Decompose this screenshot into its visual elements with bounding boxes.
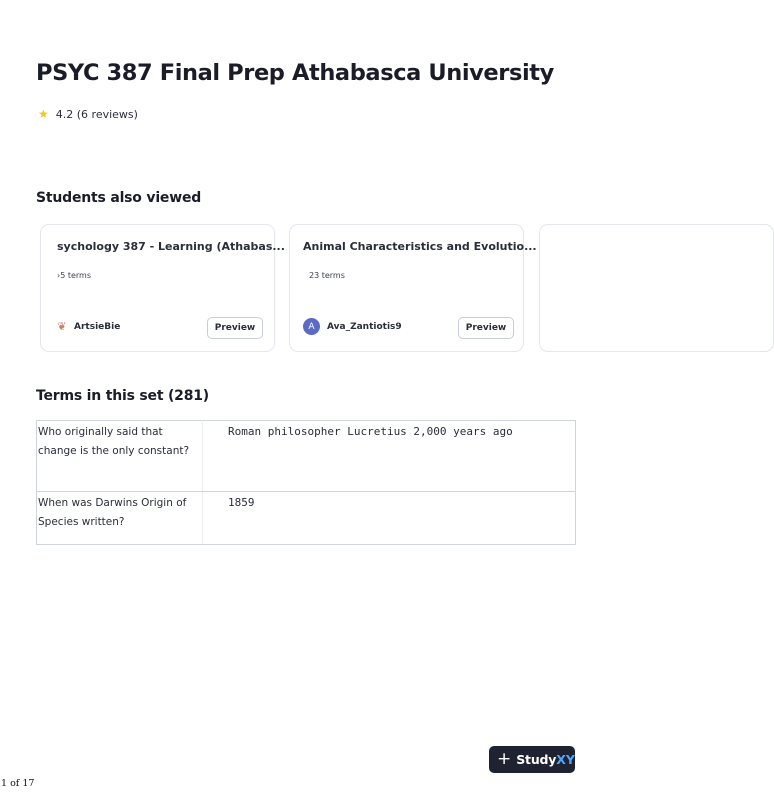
card-title[interactable]: sychology 387 - Learning (Athabas... [57,240,285,253]
definition-cell: 1859 [203,492,576,545]
related-set-card[interactable] [289,224,537,352]
terms-table [36,420,576,545]
related-set-card-partial[interactable] [539,224,774,352]
term-cell: Who originally said that change is the only constant? [37,421,203,492]
card-user[interactable] [303,318,402,335]
related-set-card[interactable] [40,224,285,352]
studyxy-logo[interactable] [489,746,575,773]
plant-avatar-icon: ❦ [57,320,67,333]
table-row [37,492,576,545]
star-icon: ★ [38,107,49,121]
page-number: 1 of 17 [1,778,35,789]
related-sets-carousel[interactable] [57,224,552,354]
preview-button[interactable]: Preview [207,317,263,339]
card-user[interactable] [57,318,120,335]
card-username: Ava_Zantiotis9 [327,321,402,332]
preview-button[interactable]: Preview [458,317,514,339]
card-title[interactable]: Animal Characteristics and Evolutio... [303,240,537,253]
avatar: A [303,318,320,335]
table-row [37,421,576,492]
terms-in-set-heading: Terms in this set (281) [36,388,210,404]
term-cell: When was Darwins Origin of Species written? [37,492,203,545]
logo-text-xy: XY [556,752,575,767]
definition-cell: Roman philosopher Lucretius 2,000 years ago [203,421,576,492]
rating [38,107,138,121]
rating-text: 4.2 (6 reviews) [55,107,138,121]
card-terms-count: 23 terms [309,271,345,280]
card-username: ArtsieBie [74,321,121,332]
plus-icon: + [497,749,512,769]
card-terms-count: ›5 terms [57,271,91,280]
logo-text-study: Study [516,752,557,767]
students-also-viewed-heading: Students also viewed [36,190,202,206]
document-title: PSYC 387 Final Prep Athabasca University [36,60,554,86]
